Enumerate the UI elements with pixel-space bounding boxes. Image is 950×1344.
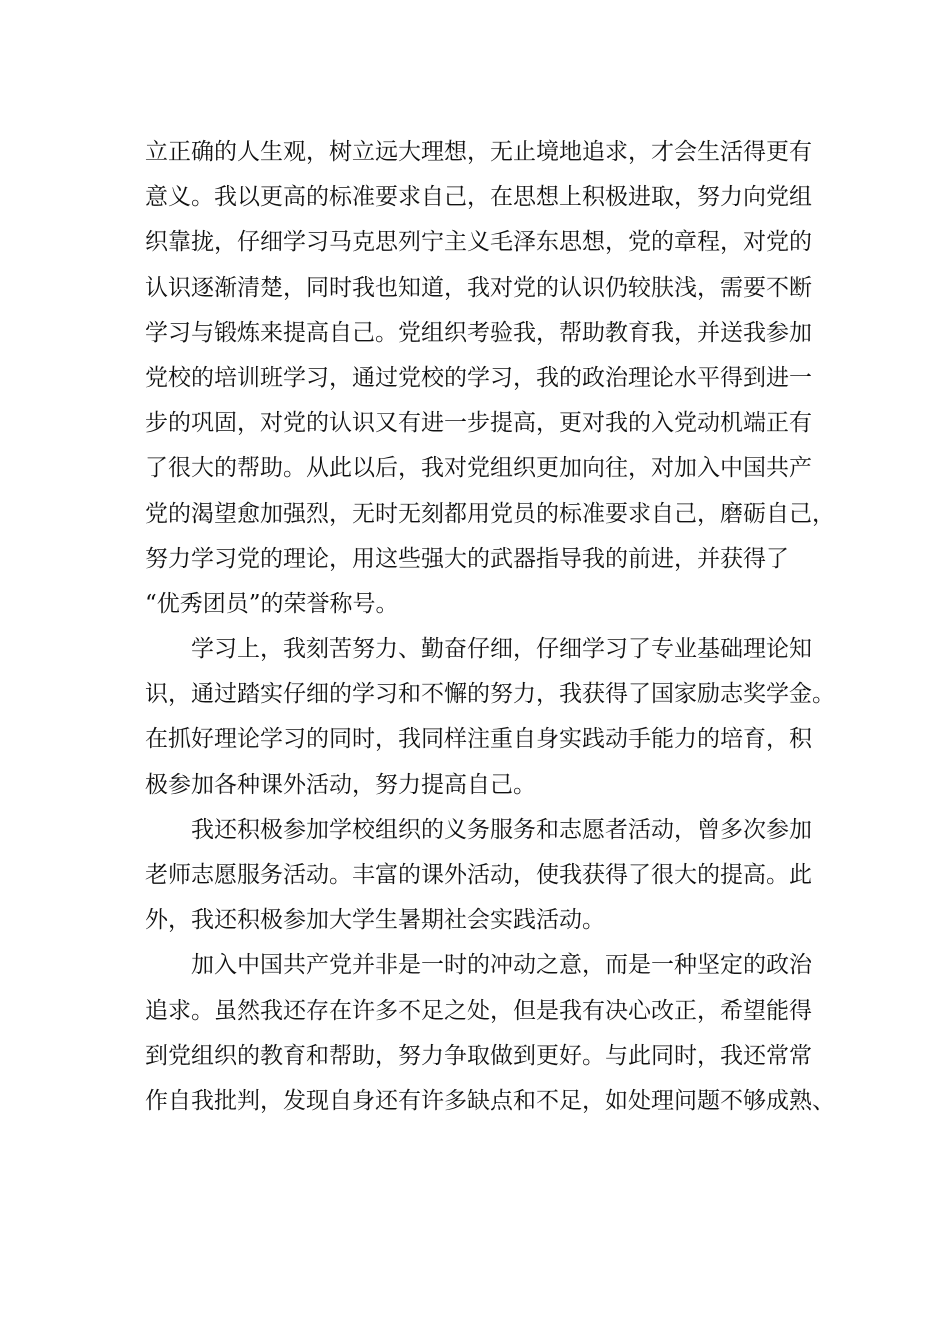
text-line-21: 到党组织的教育和帮助，努力争取做到更好。与此同时，我还常常 bbox=[145, 1042, 812, 1069]
text-line-12: 学习上，我刻苦努力、勤奋仔细，仔细学习了专业基础理论知 bbox=[191, 636, 812, 663]
text-line-1: 立正确的人生观，树立远大理想，无止境地追求，才会生活得更有 bbox=[145, 139, 812, 165]
text-line-9: 党的渴望愈加强烈，无时无刻都用党员的标准要求自己，磨砺自己， bbox=[145, 500, 835, 527]
text-line-6: 党校的培训班学习，通过党校的学习，我的政治理论水平得到进一 bbox=[145, 364, 812, 391]
text-line-15: 极参加各种课外活动，努力提高自己。 bbox=[145, 771, 536, 798]
text-line-22: 作自我批判，发现自身还有许多缺点和不足，如处理问题不够成熟、 bbox=[145, 1087, 835, 1114]
text-line-13: 识，通过踏实仔细的学习和不懈的努力，我获得了国家励志奖学金。 bbox=[145, 681, 835, 708]
text-line-17: 老师志愿服务活动。丰富的课外活动，使我获得了很大的提高。此 bbox=[145, 862, 812, 888]
body-text bbox=[145, 130, 835, 1124]
text-line-14: 在抓好理论学习的同时，我同样注重自身实践动手能力的培育，积 bbox=[145, 726, 812, 753]
text-line-5: 学习与锻炼来提高自己。党组织考验我，帮助教育我，并送我参加 bbox=[145, 319, 812, 346]
text-line-20: 追求。虽然我还存在许多不足之处，但是我有决心改正，希望能得 bbox=[145, 997, 812, 1024]
text-line-7: 步的巩固，对党的认识又有进一步提高，更对我的入党动机端正有 bbox=[145, 410, 812, 437]
text-line-18: 外，我还积极参加大学生暑期社会实践活动。 bbox=[145, 907, 605, 934]
text-line-16: 我还积极参加学校组织的义务服务和志愿者活动，曾多次参加 bbox=[191, 816, 812, 843]
text-line-19: 加入中国共产党并非是一时的冲动之意，而是一种坚定的政治 bbox=[191, 952, 812, 979]
text-line-4: 认识逐渐清楚，同时我也知道，我对党的认识仍较肤浅，需要不断 bbox=[145, 274, 812, 301]
text-line-10: 努力学习党的理论，用这些强大的武器指导我的前进，并获得了 bbox=[145, 545, 789, 572]
text-line-2: 意义。我以更高的标准要求自己，在思想上积极进取，努力向党组 bbox=[145, 184, 812, 211]
text-line-3: 织靠拢，仔细学习马克思列宁主义毛泽东思想，党的章程，对党的 bbox=[145, 229, 812, 256]
text-line-11: “优秀团员”的荣誉称号。 bbox=[145, 590, 399, 617]
text-line-8: 了很大的帮助。从此以后，我对党组织更加向往，对加入中国共产 bbox=[145, 455, 812, 482]
